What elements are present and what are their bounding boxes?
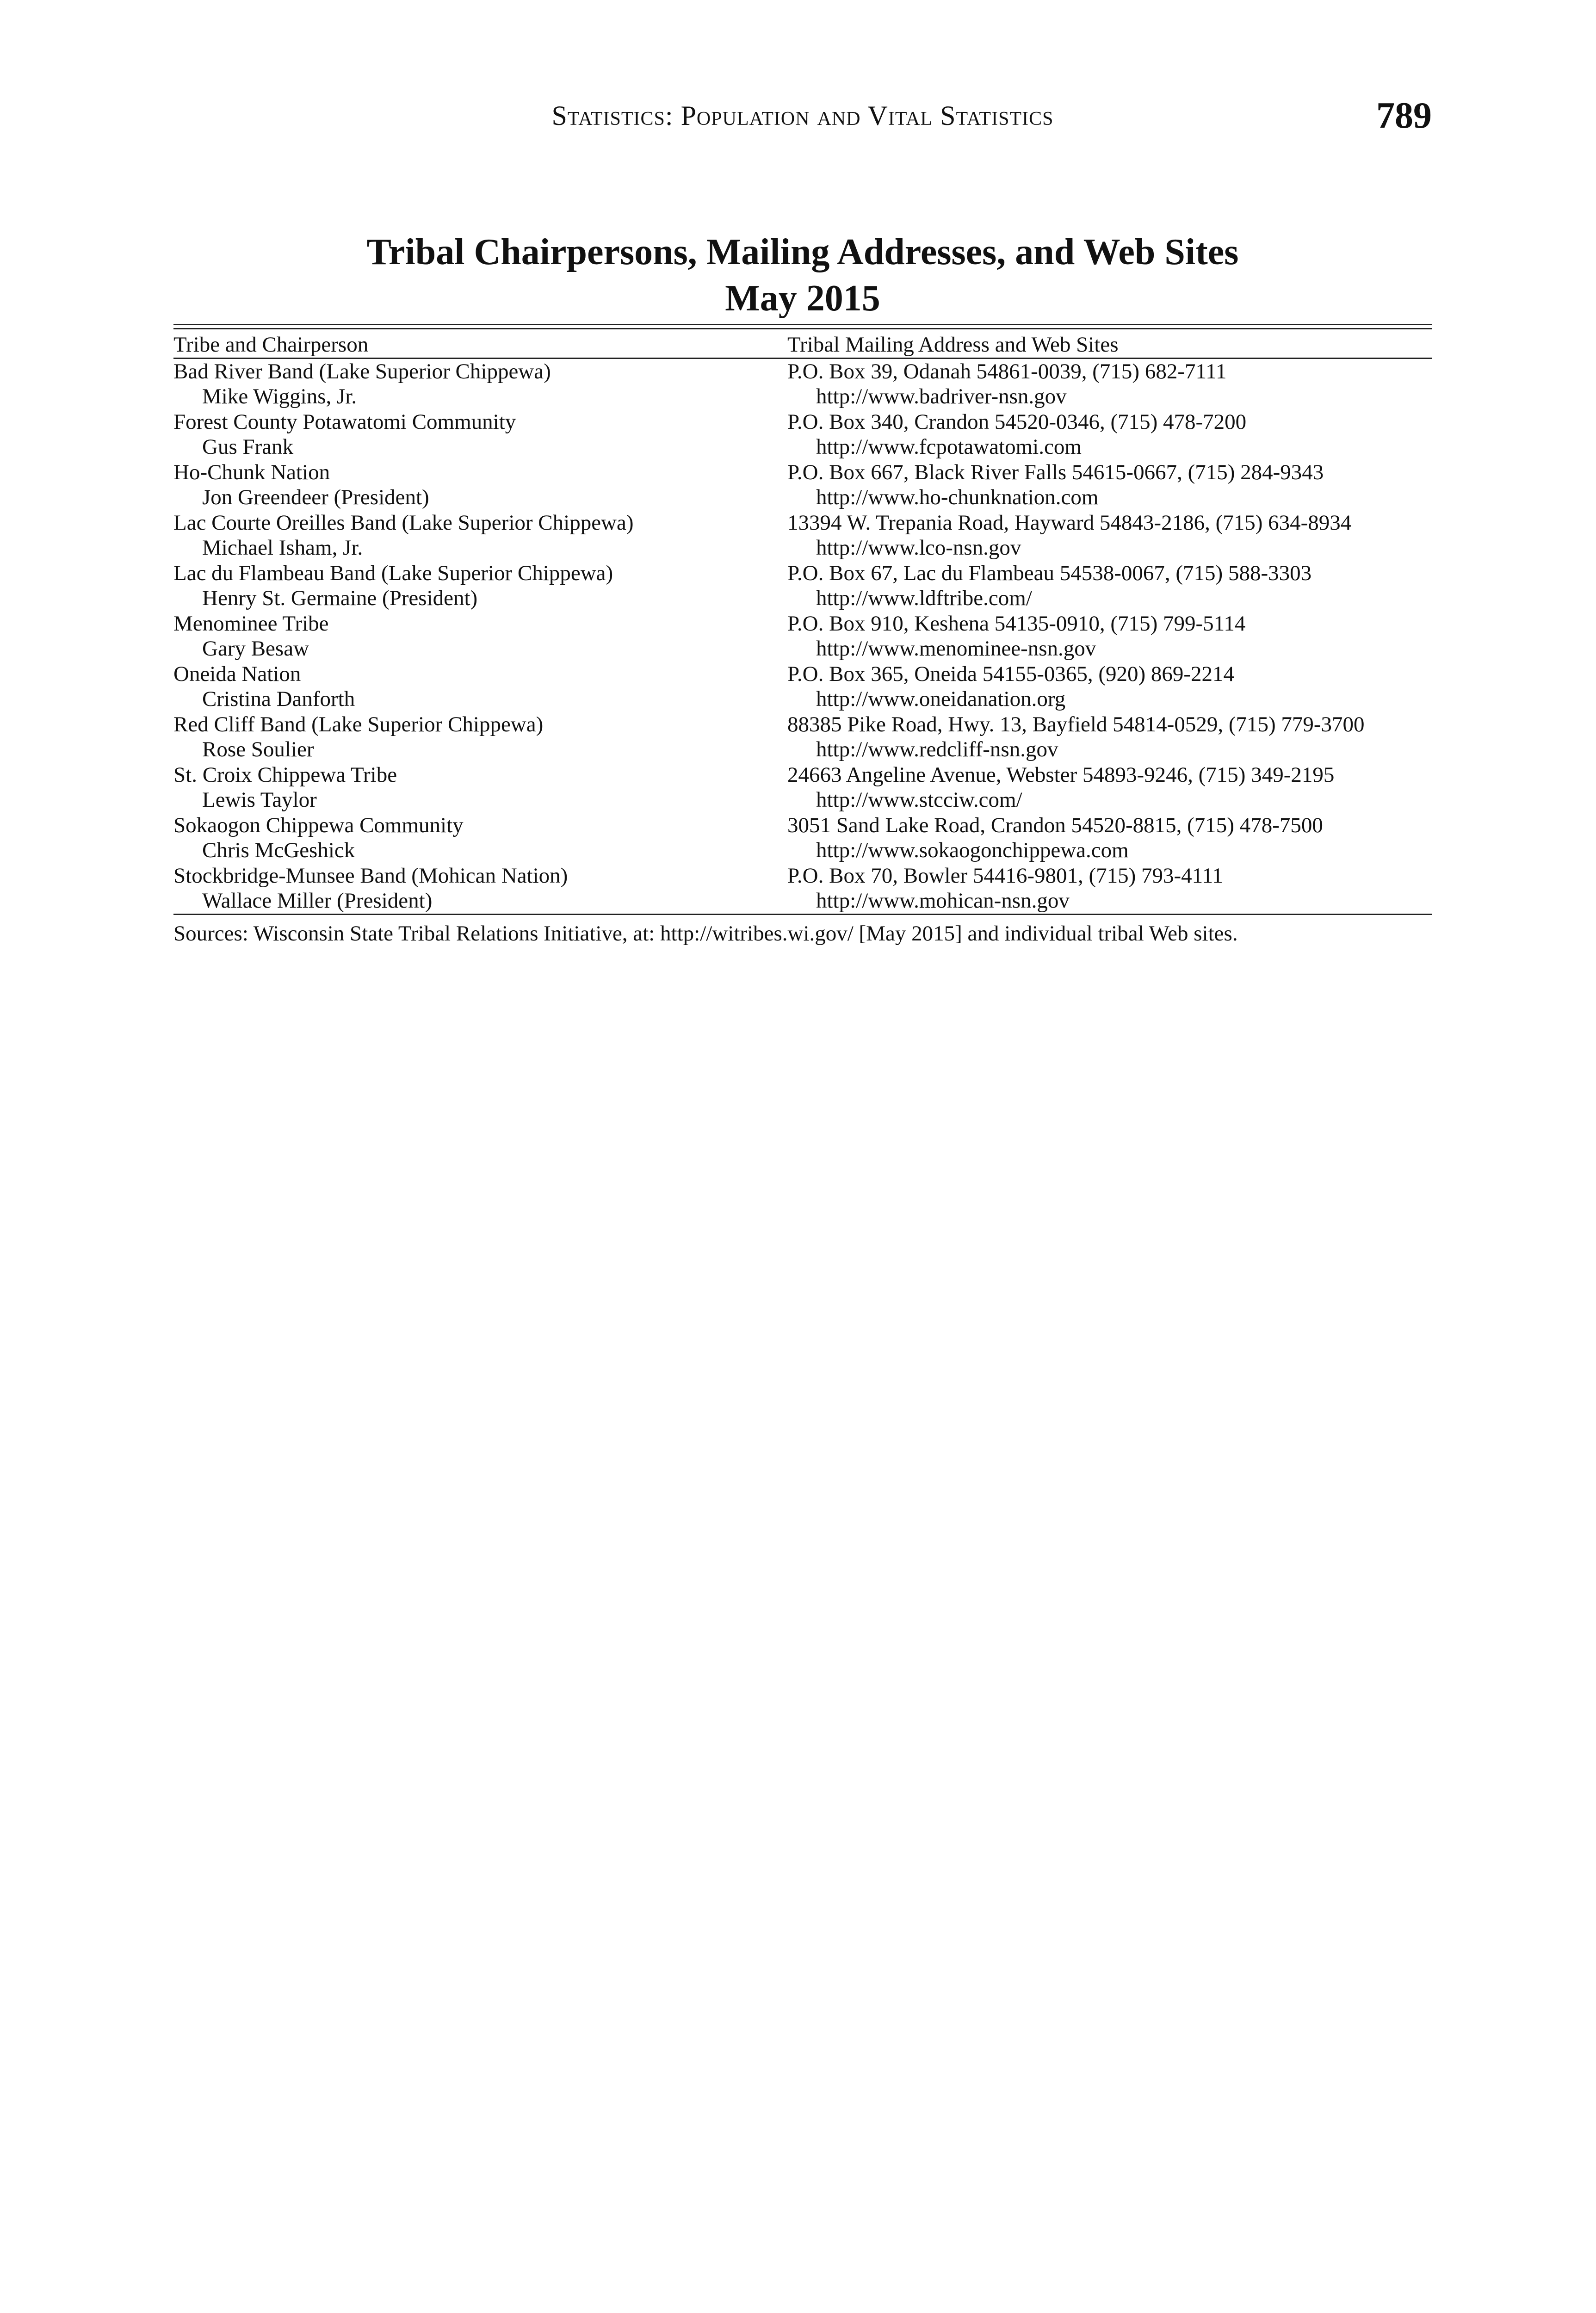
chairperson-name: Cristina Danforth <box>202 687 355 711</box>
tribe-name: Lac du Flambeau Band (Lake Superior Chippewa) <box>173 561 613 585</box>
web-site: http://www.stcciw.com/ <box>816 788 1022 812</box>
chairperson-name: Wallace Miller (President) <box>202 889 433 913</box>
table-row-continued <box>173 586 1432 611</box>
web-site: http://www.ho-chunknation.com <box>816 485 1099 509</box>
table-row <box>173 510 1432 536</box>
table-row <box>173 762 1432 788</box>
table-row <box>173 561 1432 586</box>
tribe-name: Menominee Tribe <box>173 611 329 636</box>
tribe-name: Oneida Nation <box>173 662 301 686</box>
mailing-address: P.O. Box 340, Crandon 54520-0346, (715) 478-7200 <box>787 409 1247 434</box>
web-site: http://www.fcpotawatomi.com <box>816 435 1082 459</box>
tribal-table <box>173 324 1432 915</box>
tribe-name: St. Croix Chippewa Tribe <box>173 762 397 787</box>
mailing-address: P.O. Box 67, Lac du Flambeau 54538-0067, (715) 588-3303 <box>787 561 1312 585</box>
top-double-rule <box>173 324 1432 329</box>
table-row-continued <box>173 686 1432 712</box>
mailing-address: P.O. Box 667, Black River Falls 54615-0667, (715) 284-9343 <box>787 460 1324 484</box>
source-note: Sources: Wisconsin State Tribal Relations Initiative, at: http://witribes.wi.gov/ [May 2015] and individual tribal Web sites. <box>173 921 1238 946</box>
mailing-address: 88385 Pike Road, Hwy. 13, Bayfield 54814-0529, (715) 779-3700 <box>787 712 1365 736</box>
chairperson-name: Henry St. Germaine (President) <box>202 586 478 610</box>
table-row <box>173 813 1432 838</box>
web-site: http://www.lco-nsn.gov <box>816 536 1021 560</box>
bottom-rule <box>173 914 1432 915</box>
data-table <box>173 329 1432 914</box>
table-row-continued <box>173 535 1432 561</box>
column-header-address: Tribal Mailing Address and Web Sites <box>787 329 1432 358</box>
table-body <box>173 358 1432 914</box>
chairperson-name: Gary Besaw <box>202 637 309 661</box>
running-header <box>173 95 1432 136</box>
tribe-name: Red Cliff Band (Lake Superior Chippewa) <box>173 712 544 736</box>
chairperson-name: Gus Frank <box>202 435 294 459</box>
tribe-name: Sokaogon Chippewa Community <box>173 813 464 837</box>
web-site: http://www.badriver-nsn.gov <box>816 384 1067 408</box>
table-row-continued <box>173 434 1432 460</box>
tribe-name: Forest County Potawatomi Community <box>173 409 516 434</box>
column-header-tribe: Tribe and Chairperson <box>173 329 787 358</box>
table-title: Tribal Chairpersons, Mailing Addresses, and Web Sites <box>366 232 1239 272</box>
chairperson-name: Rose Soulier <box>202 737 314 761</box>
chairperson-name: Mike Wiggins, Jr. <box>202 384 357 408</box>
table-row <box>173 863 1432 889</box>
web-site: http://www.oneidanation.org <box>816 687 1066 711</box>
tribe-name: Stockbridge-Munsee Band (Mohican Nation) <box>173 863 568 888</box>
mailing-address: 24663 Angeline Avenue, Webster 54893-9246, (715) 349-2195 <box>787 762 1335 787</box>
web-site: http://www.ldftribe.com/ <box>816 586 1032 610</box>
chairperson-name: Lewis Taylor <box>202 788 317 812</box>
table-row-continued <box>173 485 1432 510</box>
mailing-address: P.O. Box 365, Oneida 54155-0365, (920) 869-2214 <box>787 662 1235 686</box>
table-title-block <box>173 229 1432 322</box>
tribe-name: Bad River Band (Lake Superior Chippewa) <box>173 359 551 383</box>
table-date: May 2015 <box>725 278 880 319</box>
header-row <box>173 329 1432 358</box>
table-row <box>173 409 1432 435</box>
table-row <box>173 460 1432 485</box>
table-row <box>173 611 1432 637</box>
chairperson-name: Jon Greendeer (President) <box>202 485 429 509</box>
mailing-address: 13394 W. Trepania Road, Hayward 54843-2186, (715) 634-8934 <box>787 510 1352 535</box>
table-row-continued <box>173 787 1432 813</box>
tribe-name: Lac Courte Oreilles Band (Lake Superior Chippewa) <box>173 510 634 535</box>
chairperson-name: Chris McGeshick <box>202 838 355 862</box>
web-site: http://www.menominee-nsn.gov <box>816 637 1096 661</box>
web-site: http://www.redcliff-nsn.gov <box>816 737 1058 761</box>
page-number: 789 <box>1376 95 1432 136</box>
table-row-continued <box>173 737 1432 762</box>
mailing-address: P.O. Box 39, Odanah 54861-0039, (715) 682-7111 <box>787 359 1227 383</box>
table-row-continued <box>173 888 1432 914</box>
running-title: Statistics: Population and Vital Statistics <box>551 100 1054 131</box>
chairperson-name: Michael Isham, Jr. <box>202 536 363 560</box>
table-row-continued <box>173 636 1432 662</box>
table-row <box>173 712 1432 737</box>
tribe-name: Ho-Chunk Nation <box>173 460 330 484</box>
table-row <box>173 358 1432 384</box>
mailing-address: 3051 Sand Lake Road, Crandon 54520-8815, (715) 478-7500 <box>787 813 1323 837</box>
web-site: http://www.sokaogonchippewa.com <box>816 838 1129 862</box>
table-row <box>173 662 1432 687</box>
table-row-continued <box>173 384 1432 409</box>
web-site: http://www.mohican-nsn.gov <box>816 889 1070 913</box>
mailing-address: P.O. Box 70, Bowler 54416-9801, (715) 793-4111 <box>787 863 1223 888</box>
table-row-continued <box>173 838 1432 863</box>
mailing-address: P.O. Box 910, Keshena 54135-0910, (715) 799-5114 <box>787 611 1246 636</box>
